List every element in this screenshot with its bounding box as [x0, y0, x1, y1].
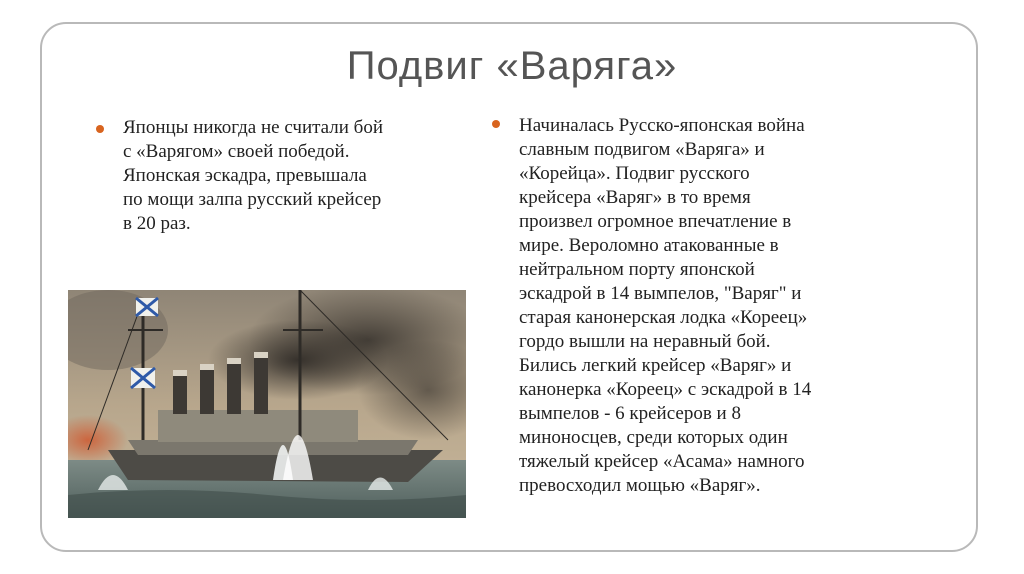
- cruiser-varyag-painting: [68, 290, 466, 518]
- right-bullet-block: [492, 114, 912, 498]
- bullet-marker: [96, 125, 104, 133]
- slide-title: Подвиг «Варяга»: [346, 44, 678, 88]
- right-bullet-text: Начиналась Русско-японская война славным подвигом «Варяга» и «Корейца». Подвиг русского крейсера «Варяг» в то время произвел огромное впечатление в мире. Вероломно атакованные в нейтральном порту японской эскадрой в 14 вымпелов, "Варяг" и старая канонерская лодка «Кореец» гордо вышли на неравный бой. Бились легкий крейсер «Варяг» и канонерка «Кореец» с эскадрой в 14 вымпелов - 6 крейсеров и 8 миноносцев, среди которых один тяжелый крейсер «Асама» намного превосходил мощью «Варяг».: [519, 115, 812, 496]
- left-bullet-block: [96, 116, 476, 236]
- left-bullet-text: Японцы никогда не считали бой с «Варягом» своей победой. Японская эскадра, превышала по мощи залпа русский крейсер в 20 раз.: [123, 117, 383, 234]
- bullet-marker: [492, 120, 500, 128]
